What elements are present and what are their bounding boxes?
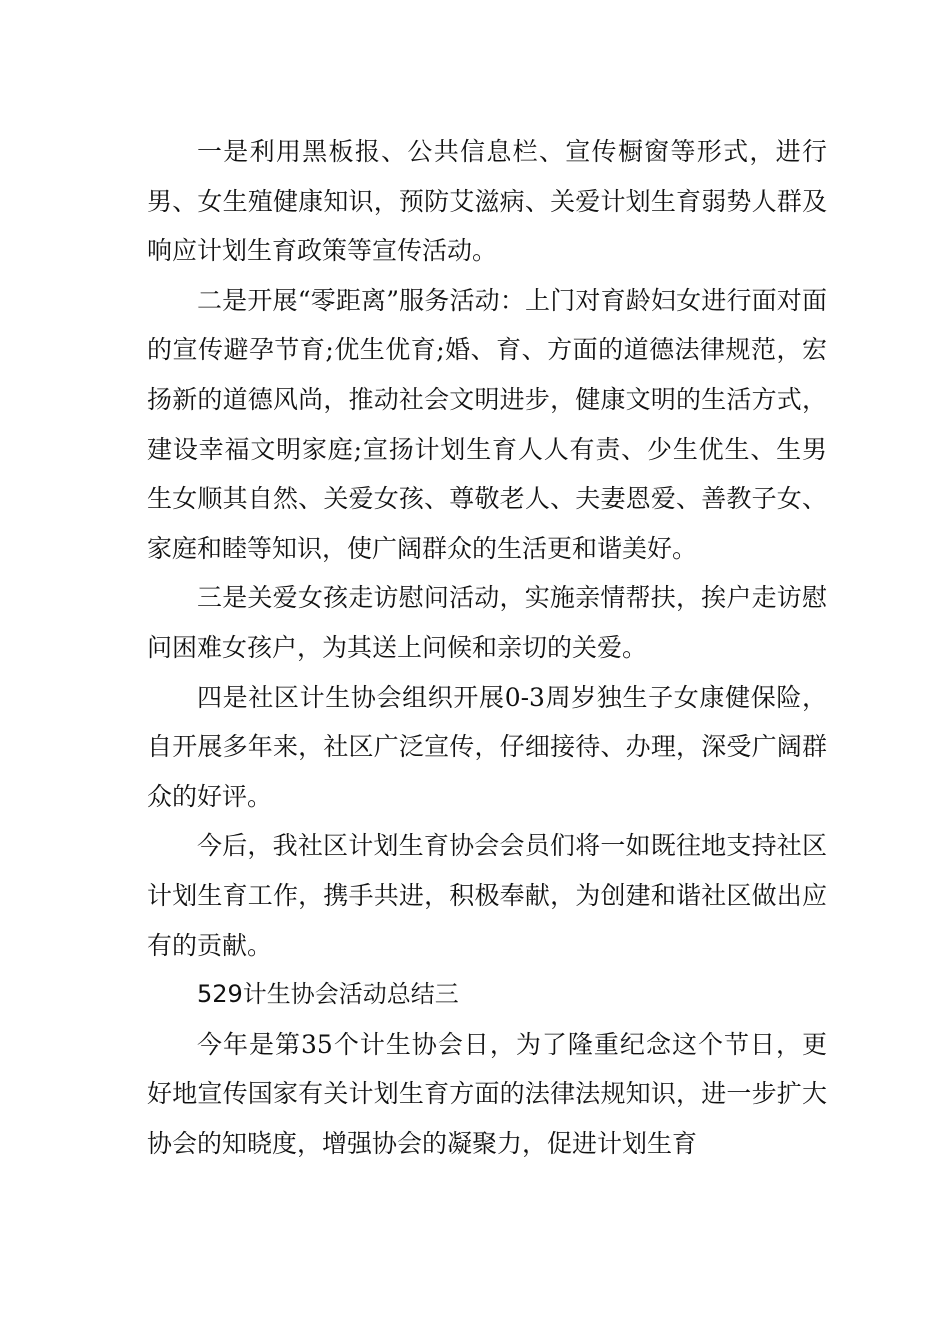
document-body [147,127,827,1168]
paragraph-insurance: 四是社区计生协会组织开展0-3周岁独生子女康健保险，自开展多年来，社区广泛宣传，仔细接待、办理，深受广阔群众的好评。 [147,682,827,811]
paragraph-association-day: 今年是第35个计生协会日，为了隆重纪念这个节日，更好地宣传国家有关计划生育方面的法律法规知识，进一步扩大协会的知晓度，增强协会的凝聚力，促进计划生育 [147,1029,827,1158]
paragraph-care-for-girls: 三是关爱女孩走访慰问活动，实施亲情帮扶，挨户走访慰问困难女孩户，为其送上问候和亲切的关爱。 [147,583,827,662]
section-heading: 529计生协会活动总结三 [197,980,459,1009]
paragraph-zero-distance-service: 二是开展“零距离”服务活动：上门对育龄妇女进行面对面的宣传避孕节育;优生优育;婚、育、方面的道德法律规范，宏扬新的道德风尚，推动社会文明进步，健康文明的生活方式，建设幸福文明家庭;宣扬计划生育人人有责、少生优生、生男生女顺其自然、关爱女孩、尊敬老人、夫妻恩爱、善教子女、家庭和睦等知识，使广阔群众的生活更和谐美好。 [147,285,827,563]
paragraph-publicity: 一是利用黑板报、公共信息栏、宣传橱窗等形式，进行男、女生殖健康知识，预防艾滋病、关爱计划生育弱势人群及响应计划生育政策等宣传活动。 [147,137,827,266]
paragraph-future-outlook: 今后，我社区计划生育协会会员们将一如既往地支持社区计划生育工作，携手共进，积极奉献，为创建和谐社区做出应有的贡献。 [147,831,827,960]
